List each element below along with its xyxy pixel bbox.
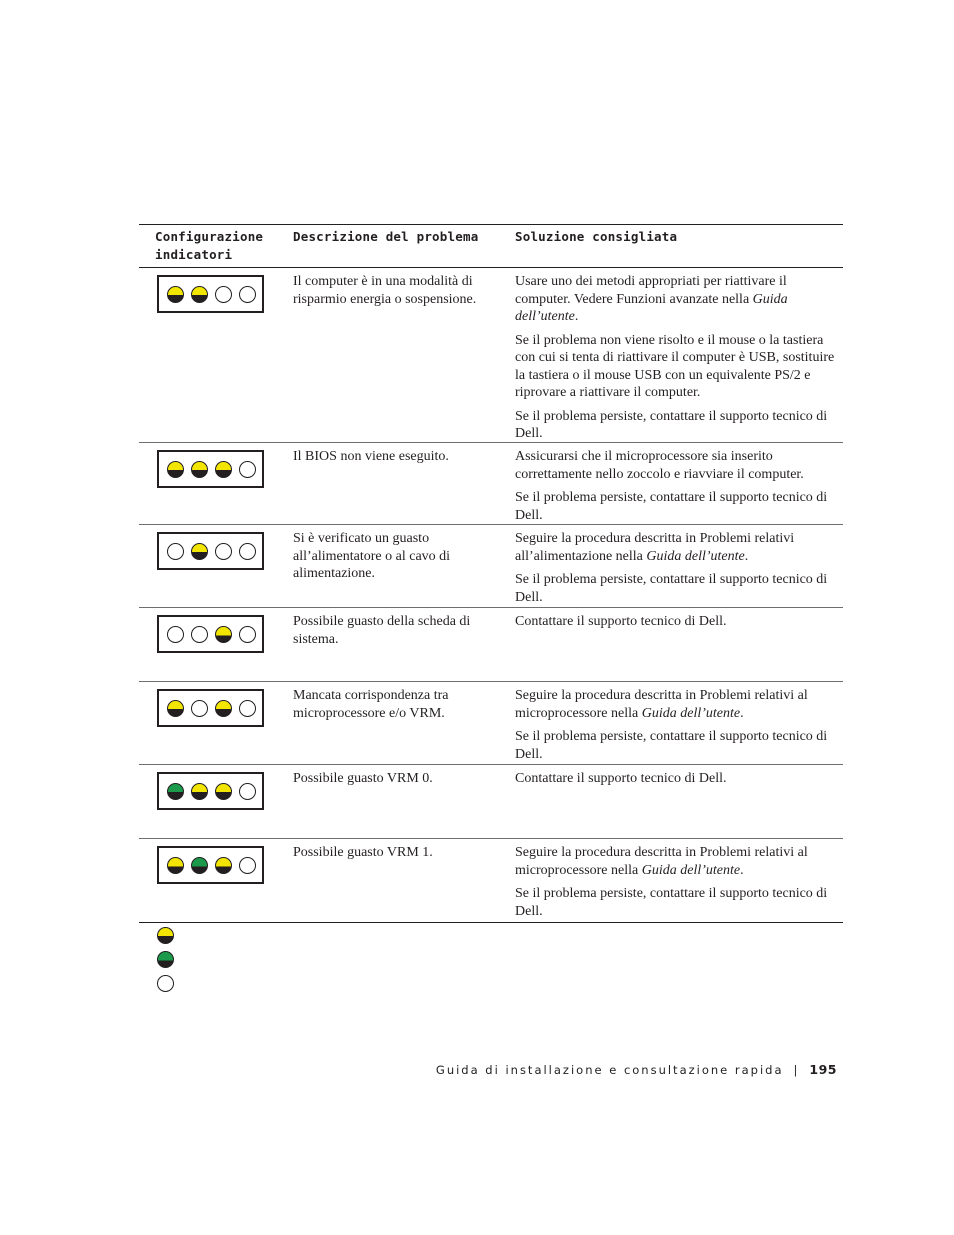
indicator-light-yellow-icon (215, 461, 232, 478)
guide-title-reference: Guida dell’utente (515, 291, 788, 324)
problem-description: Il BIOS non viene eseguito. (293, 449, 449, 464)
solution-paragraph: Se il problema persiste, contattare il supporto tecnico di Dell. (515, 886, 828, 919)
indicator-panel (157, 275, 264, 313)
page-footer (436, 1062, 837, 1078)
indicator-light-green-icon (167, 783, 184, 800)
problem-description: Possibile guasto della scheda di sistema. (293, 614, 471, 647)
indicator-light-yellow-icon (215, 857, 232, 874)
indicator-light-off-icon (239, 700, 256, 717)
solution-paragraph: Assicurarsi che il microprocessore sia inserito correttamente nello zoccolo e riavviare il computer. (515, 449, 804, 482)
recommended-solution (515, 448, 841, 530)
indicator-light-green-icon (191, 857, 208, 874)
table-row (139, 608, 843, 682)
solution-paragraph: Se il problema persiste, contattare il supporto tecnico di Dell. (515, 572, 828, 605)
table-header (139, 225, 843, 268)
indicator-light-yellow-icon (167, 461, 184, 478)
indicator-light-off-icon (167, 626, 184, 643)
indicator-light-yellow-icon (191, 543, 208, 560)
solution-paragraph: Usare uno dei metodi appropriati per riattivare il computer. Vedere Funzioni avanzate nella Guida dell’utente. (515, 274, 788, 324)
recommended-solution (515, 687, 841, 769)
table-row (139, 839, 843, 922)
indicator-panel (157, 450, 264, 488)
recommended-solution (515, 530, 841, 612)
solution-paragraph: Se il problema non viene risolto e il mouse o la tastiera con cui si tenta di riattivare il computer è USB, sostituire la tastiera o il mouse USB con un equivalente PS/2 e riprovare a riattivare il computer. (515, 332, 835, 400)
solution-paragraph: Se il problema persiste, contattare il supporto tecnico di Dell. (515, 490, 828, 523)
header-soluzione: Soluzione consigliata (515, 229, 678, 244)
indicator-light-off-icon (215, 543, 232, 560)
guide-title-reference: Guida dell’utente (646, 548, 745, 564)
table-row (139, 443, 843, 525)
table-row (139, 765, 843, 839)
problem-description: Possibile guasto VRM 0. (293, 771, 433, 786)
indicator-panel (157, 772, 264, 810)
footer-separator: | (793, 1063, 800, 1077)
solution-paragraph: Contattare il supporto tecnico di Dell. (515, 771, 727, 786)
legend-light-off-icon (157, 975, 174, 992)
led-diagnostic-table (139, 224, 843, 923)
indicator-light-yellow-icon (191, 461, 208, 478)
legend-light-yellow-icon (157, 927, 174, 944)
recommended-solution (515, 770, 841, 794)
solution-paragraph: Contattare il supporto tecnico di Dell. (515, 614, 727, 629)
indicator-light-off-icon (191, 626, 208, 643)
table-row (139, 268, 843, 443)
indicator-light-off-icon (191, 700, 208, 717)
indicator-panel (157, 615, 264, 653)
indicator-light-off-icon (239, 857, 256, 874)
table-body (139, 268, 843, 922)
solution-paragraph: Se il problema persiste, contattare il supporto tecnico di Dell. (515, 729, 828, 762)
indicator-light-yellow-icon (167, 700, 184, 717)
solution-paragraph: Seguire la procedura descritta in Problemi relativi all’alimentazione nella Guida dell’utente. (515, 531, 795, 564)
problem-description: Il computer è in una modalità di risparmio energia o sospensione. (293, 274, 477, 307)
table-row (139, 525, 843, 608)
indicator-light-yellow-icon (167, 857, 184, 874)
indicator-light-off-icon (215, 286, 232, 303)
indicator-light-yellow-icon (215, 700, 232, 717)
indicator-light-off-icon (239, 461, 256, 478)
guide-title-reference: Guida dell’utente (641, 862, 741, 878)
indicator-light-off-icon (239, 626, 256, 643)
problem-description: Mancata corrispondenza tra microprocessore e/o VRM. (293, 688, 449, 721)
indicator-light-off-icon (239, 543, 256, 560)
recommended-solution (515, 844, 841, 926)
indicator-panel (157, 846, 264, 884)
indicator-light-yellow-icon (215, 626, 232, 643)
solution-paragraph: Seguire la procedura descritta in Problemi relativi al microprocessore nella Guida dell’utente. (515, 688, 808, 721)
indicator-panel (157, 532, 264, 570)
indicator-panel (157, 689, 264, 727)
recommended-solution (515, 273, 841, 449)
header-descrizione: Descrizione del problema (293, 229, 479, 244)
legend-light-green-icon (157, 951, 174, 968)
solution-paragraph: Se il problema persiste, contattare il supporto tecnico di Dell. (515, 408, 828, 441)
recommended-solution (515, 613, 841, 637)
problem-description: Possibile guasto VRM 1. (293, 845, 433, 860)
indicator-light-yellow-icon (215, 783, 232, 800)
indicator-light-yellow-icon (167, 286, 184, 303)
indicator-light-off-icon (239, 286, 256, 303)
solution-paragraph: Seguire la procedura descritta in Problemi relativi al microprocessore nella Guida dell’utente. (515, 845, 808, 878)
problem-description: Si è verificato un guasto all’alimentatore o al cavo di alimentazione. (293, 531, 451, 581)
page-number: 195 (809, 1062, 837, 1077)
indicator-light-yellow-icon (191, 286, 208, 303)
indicator-light-off-icon (167, 543, 184, 560)
indicator-light-yellow-icon (191, 783, 208, 800)
header-configurazione: Configurazione indicatori (155, 229, 264, 262)
table-row (139, 682, 843, 765)
footer-title: Guida di installazione e consultazione rapida (435, 1063, 784, 1077)
guide-title-reference: Guida dell’utente (641, 705, 741, 721)
indicator-light-off-icon (239, 783, 256, 800)
